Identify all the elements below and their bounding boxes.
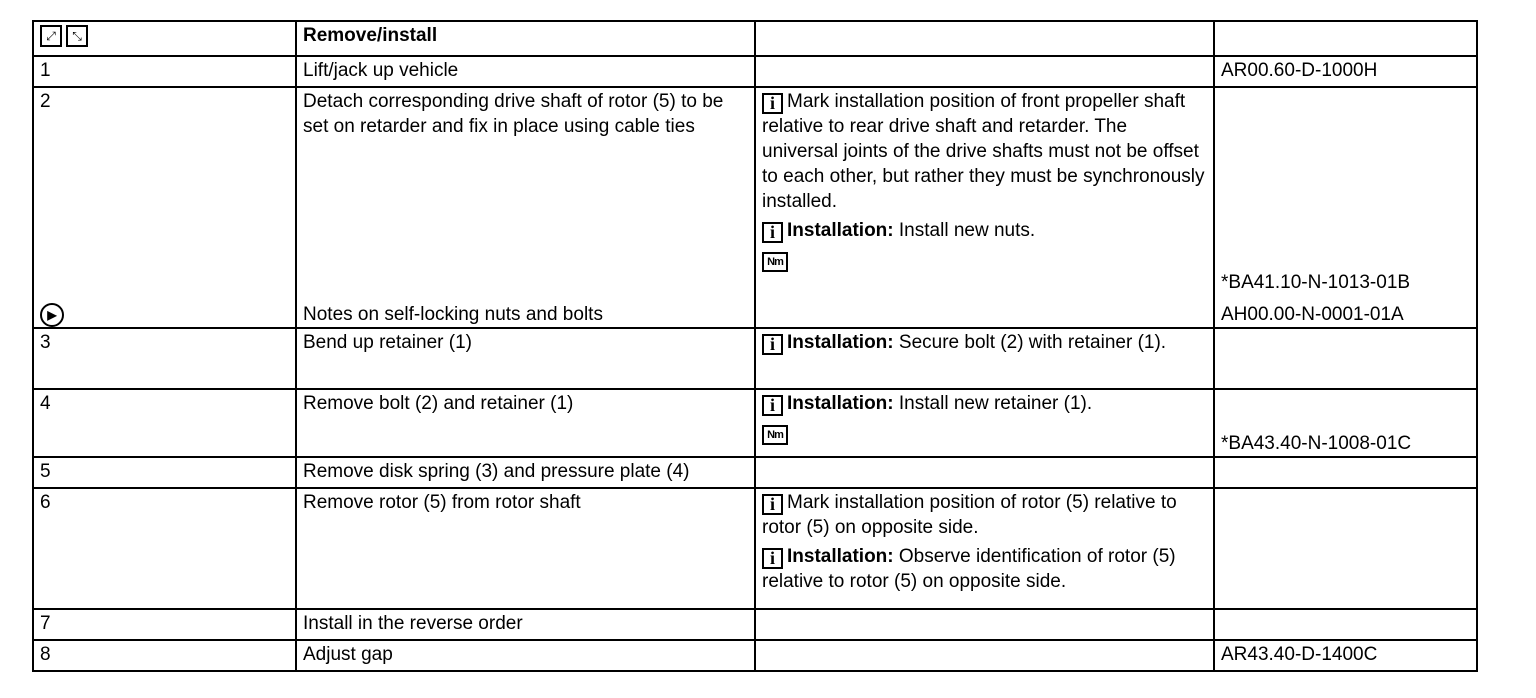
info-icon: i: [762, 548, 783, 569]
note-text: Observe identification of rotor (5) relative to rotor (5) on opposite side.: [762, 546, 1176, 592]
step-refs-cell: [1214, 389, 1477, 457]
table-row: [33, 488, 1477, 609]
step-notes: [755, 87, 1214, 328]
table-row: [33, 389, 1477, 457]
table-row: [33, 328, 1477, 389]
sub-reference-link[interactable]: AH00.00-N-0001-01A: [1221, 304, 1404, 325]
note: [762, 490, 1207, 540]
step-action: Bend up retainer (1): [296, 328, 755, 389]
note-text: Secure bolt (2) with retainer (1).: [893, 332, 1167, 353]
info-icon: i: [762, 222, 783, 243]
step-number: 5: [33, 457, 296, 488]
torque-reference-link[interactable]: *BA41.10-N-1013-01B: [1221, 272, 1411, 293]
table-row: [33, 640, 1477, 671]
step-action: Lift/jack up vehicle: [296, 56, 755, 87]
info-icon: i: [762, 334, 783, 355]
step-notes: [755, 389, 1214, 457]
step-number: 8: [33, 640, 296, 671]
step-notes: [755, 457, 1214, 488]
note-label: Installation:: [787, 220, 894, 241]
step-notes: [755, 640, 1214, 671]
step-reference: [1214, 488, 1477, 609]
step-refs-cell: [1214, 87, 1477, 328]
arrow-circle-icon: ▶: [40, 301, 64, 327]
step-number: 1: [33, 56, 296, 87]
step-reference-link[interactable]: AR00.60-D-1000H: [1214, 56, 1477, 87]
table-row: [33, 609, 1477, 640]
header-title: Remove/install: [296, 21, 755, 56]
step-reference: [1214, 609, 1477, 640]
note-text: Install new retainer (1).: [893, 393, 1093, 414]
step-action-cell: [296, 87, 755, 328]
info-icon: i: [762, 395, 783, 416]
header-empty-refs: [1214, 21, 1477, 56]
step-number: 2: [40, 91, 51, 112]
step-action: Install in the reverse order: [296, 609, 755, 640]
collapse-icon[interactable]: ⤡: [66, 25, 88, 47]
note-label: Installation:: [787, 332, 894, 353]
step-action: Detach corresponding drive shaft of rotor (5) to be set on retarder and fix in place using cable ties: [303, 91, 724, 137]
note-text: Install new nuts.: [893, 220, 1036, 241]
header-empty-notes: [755, 21, 1214, 56]
info-icon: i: [762, 93, 783, 114]
step-number: 7: [33, 609, 296, 640]
step-action: Remove rotor (5) from rotor shaft: [296, 488, 755, 609]
note-text: Mark installation position of rotor (5) relative to rotor (5) on opposite side.: [762, 492, 1177, 538]
table-header-row: [33, 21, 1477, 56]
step-notes: [755, 56, 1214, 87]
step-action: Remove bolt (2) and retainer (1): [296, 389, 755, 457]
step-notes: [755, 609, 1214, 640]
step-notes: [755, 328, 1214, 389]
note-label: Installation:: [787, 393, 894, 414]
table-row: [33, 87, 1477, 328]
note: [762, 218, 1207, 243]
step-number-cell: [33, 87, 296, 328]
table-row: [33, 56, 1477, 87]
table-row: [33, 457, 1477, 488]
torque-icon: Nm: [762, 425, 788, 445]
step-reference: [1214, 457, 1477, 488]
step-action: Adjust gap: [296, 640, 755, 671]
note: [762, 544, 1207, 594]
step-number: 4: [33, 389, 296, 457]
procedure-table: [32, 20, 1478, 672]
torque-icon: Nm: [762, 252, 788, 272]
sub-action: Notes on self-locking nuts and bolts: [303, 304, 603, 325]
step-number: 3: [33, 328, 296, 389]
header-icons-cell: [33, 21, 296, 56]
step-number: 6: [33, 488, 296, 609]
note-label: Installation:: [787, 546, 894, 567]
info-icon: i: [762, 494, 783, 515]
note-text: Mark installation position of front propeller shaft relative to rear drive shaft and retarder. The universal joints of the drive shafts must not be offset to each other, but rather they must be synchronously installed.: [762, 91, 1205, 212]
expand-icon[interactable]: ⤢: [40, 25, 62, 47]
step-notes: [755, 488, 1214, 609]
step-reference: [1214, 328, 1477, 389]
step-reference-link[interactable]: AR43.40-D-1400C: [1214, 640, 1477, 671]
note: [762, 89, 1207, 214]
step-action: Remove disk spring (3) and pressure plate (4): [296, 457, 755, 488]
torque-reference-link[interactable]: *BA43.40-N-1008-01C: [1221, 433, 1412, 454]
